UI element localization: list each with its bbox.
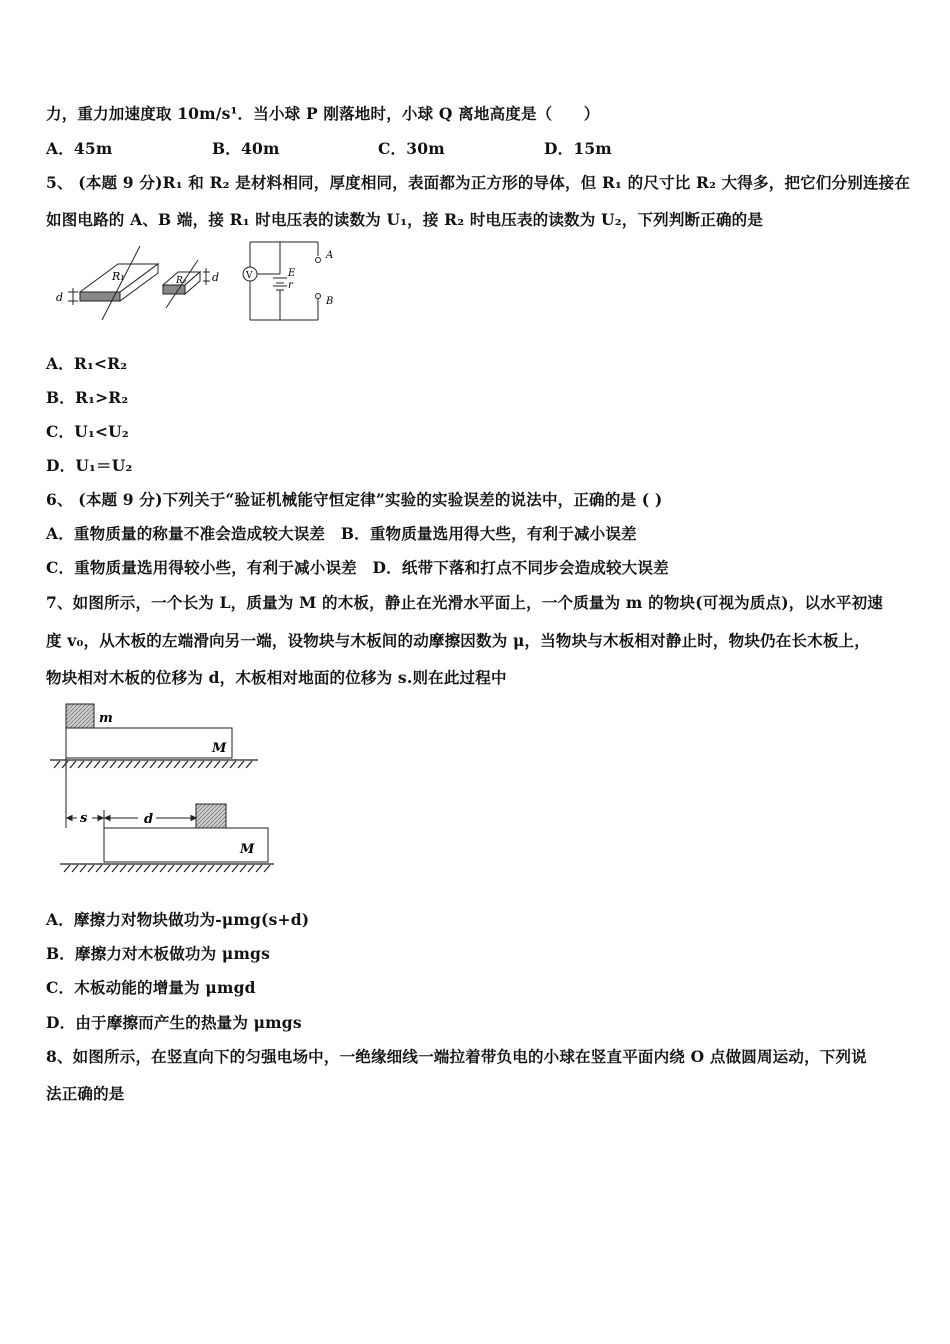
q5-figure bbox=[50, 238, 350, 326]
board-top bbox=[66, 728, 232, 758]
circuit bbox=[243, 242, 321, 320]
displacement-d-label: d bbox=[144, 812, 154, 827]
r2-label: R₂ bbox=[176, 276, 187, 286]
q8-stem-line1: 8、如图所示，在竖直向下的匀强电场中，一绝缘细线一端拉着带负电的小球在竖直平面内绕 O 点做圆周运动，下列说 bbox=[46, 1047, 867, 1066]
q4-option-c[interactable]: C．30m bbox=[378, 139, 445, 158]
q6-options-ab[interactable]: A．重物质量的称量不准会造成较大误差 B．重物质量选用得大些，有利于减小误差 bbox=[46, 524, 637, 543]
mass-M-bottom-label: M bbox=[240, 842, 255, 857]
q7-stem-line3: 物块相对木板的位移为 d，木板相对地面的位移为 s.则在此过程中 bbox=[46, 668, 507, 687]
voltmeter-label: V bbox=[246, 271, 253, 281]
displacement-s-label: s bbox=[80, 811, 88, 826]
q7-figure bbox=[46, 700, 286, 882]
q7-option-d[interactable]: D．由于摩擦而产生的热量为 μmgs bbox=[46, 1013, 302, 1032]
q7-stem-line2: 度 v₀，从木板的左端滑向另一端，设物块与木板间的动摩擦因数为 μ，当物块与木板相对静止时，物块仍在长木板上， bbox=[46, 631, 870, 650]
q5-option-c[interactable]: C．U₁<U₂ bbox=[46, 422, 129, 441]
q5-option-a[interactable]: A．R₁<R₂ bbox=[46, 354, 128, 373]
block-m-bottom bbox=[196, 804, 226, 828]
q5-option-d[interactable]: D．U₁＝U₂ bbox=[46, 456, 133, 475]
terminal-a-label: A bbox=[326, 250, 334, 261]
d-label-left: d bbox=[56, 291, 64, 304]
q8-stem-line2: 法正确的是 bbox=[46, 1084, 125, 1103]
q4-option-d[interactable]: D．15m bbox=[544, 139, 612, 158]
q6-options-cd[interactable]: C．重物质量选用得较小些，有利于减小误差 D．纸带下落和打点不同步会造成较大误差 bbox=[46, 558, 669, 577]
d-marker-left bbox=[68, 288, 78, 305]
q7-option-b[interactable]: B．摩擦力对木板做功为 μmgs bbox=[46, 944, 271, 963]
emf-label: E bbox=[288, 268, 296, 279]
ground-bottom bbox=[60, 864, 274, 872]
q4-option-a[interactable]: A．45m bbox=[46, 139, 113, 158]
mass-m-label: m bbox=[99, 711, 113, 726]
d-marker-right bbox=[203, 268, 210, 285]
q5-option-b[interactable]: B．R₁>R₂ bbox=[46, 388, 129, 407]
q6-stem: 6、 (本题 9 分)下列关于“验证机械能守恒定律”实验的实验误差的说法中，正确的是 ( ) bbox=[46, 490, 663, 509]
terminal-b-label: B bbox=[326, 296, 334, 307]
r1-conductor bbox=[80, 246, 158, 320]
q7-option-a[interactable]: A．摩擦力对物块做功为-μmg(s+d) bbox=[46, 910, 310, 929]
q7-option-c[interactable]: C．木板动能的增量为 μmgd bbox=[46, 978, 256, 997]
internal-r-label: r bbox=[288, 280, 293, 291]
ground-top bbox=[50, 760, 258, 768]
d-label-right: d bbox=[212, 271, 220, 284]
q4-option-b[interactable]: B．40m bbox=[212, 139, 280, 158]
mass-M-top-label: M bbox=[212, 741, 227, 756]
q7-stem-line1: 7、如图所示，一个长为 L，质量为 M 的木板，静止在光滑水平面上，一个质量为 m 的物块(可视为质点)，以水平初速 bbox=[46, 593, 883, 612]
q5-stem-line2: 如图电路的 A、B 端，接 R₁ 时电压表的读数为 U₁，接 R₂ 时电压表的读数为 U₂，下列判断正确的是 bbox=[46, 210, 764, 229]
q4-options bbox=[46, 137, 612, 159]
q4-stem-tail: 力，重力加速度取 10m/s¹．当小球 P 刚落地时，小球 Q 离地高度是（ ） bbox=[46, 104, 600, 123]
q5-stem-line1: 5、 (本题 9 分)R₁ 和 R₂ 是材料相同，厚度相同，表面都为正方形的导体，但 R₁ 的尺寸比 R₂ 大得多，把它们分别连接在 bbox=[46, 173, 911, 192]
r1-label: R₁ bbox=[112, 270, 125, 283]
block-m-top bbox=[66, 704, 94, 728]
